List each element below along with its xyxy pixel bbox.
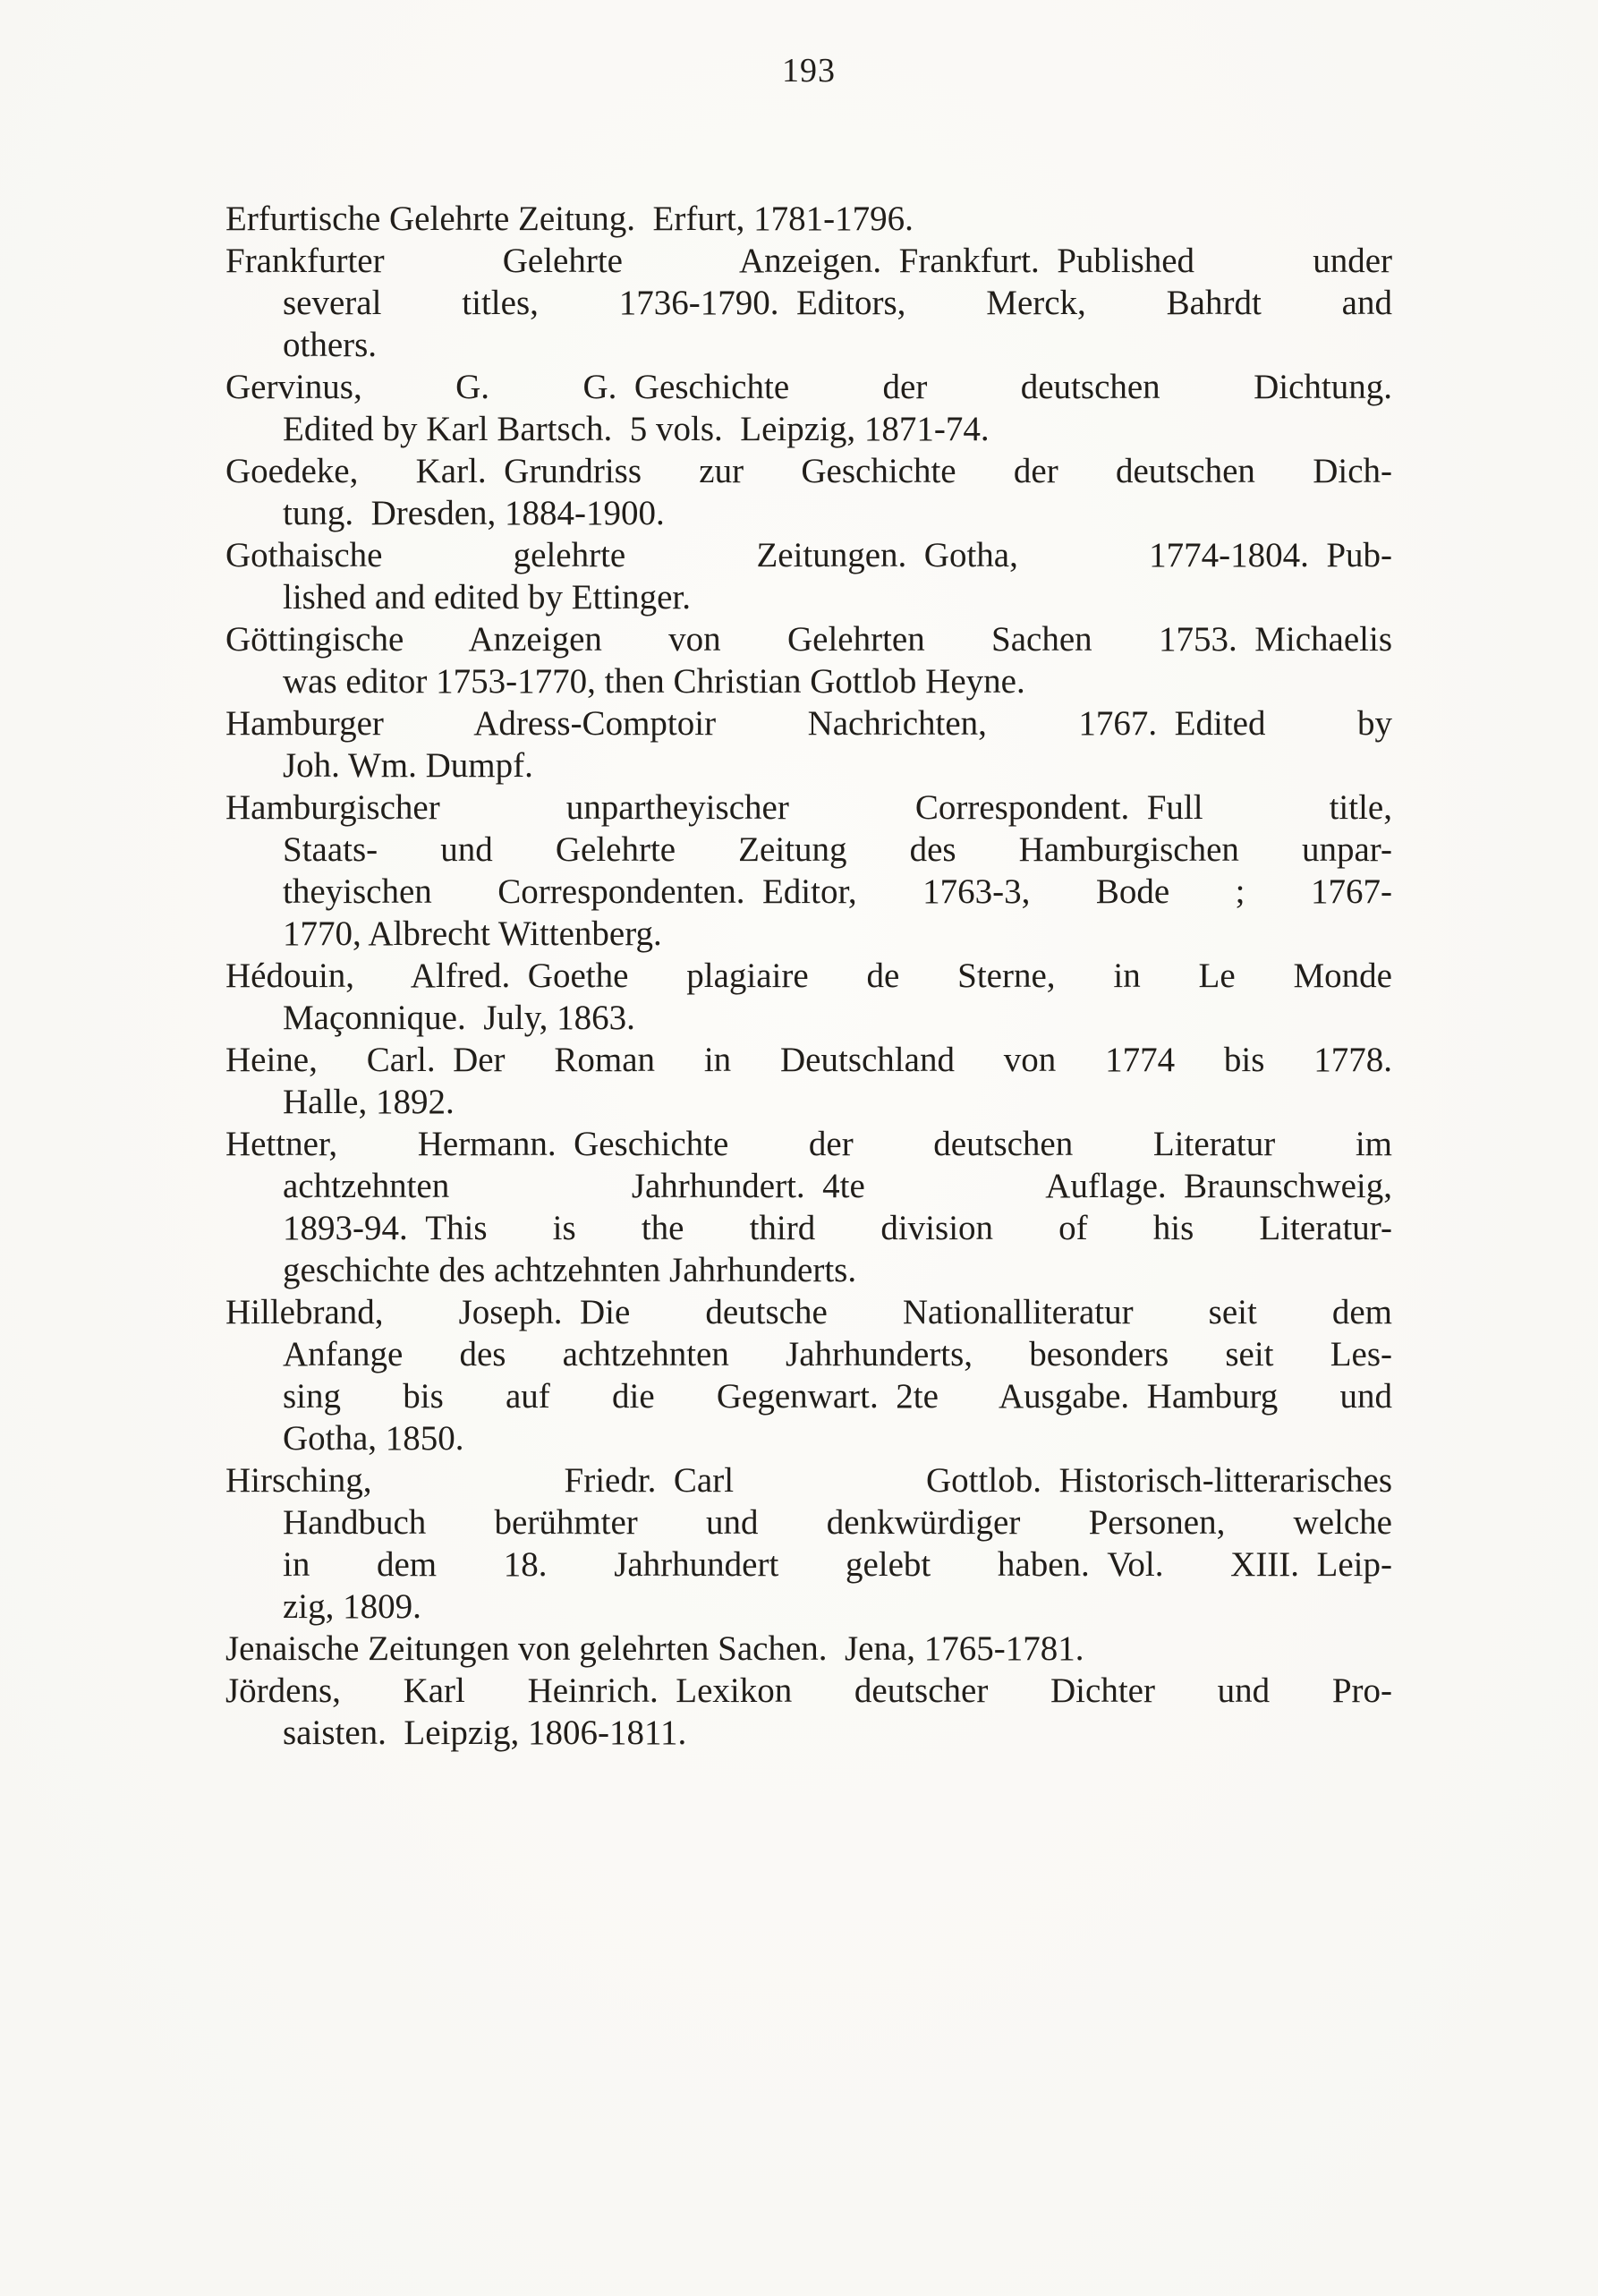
bibliography-entry xyxy=(225,1459,1392,1628)
bibliography-list xyxy=(225,198,1392,1754)
bibliography-entry xyxy=(225,1628,1392,1670)
entry-line: lished and edited by Ettinger. xyxy=(283,578,691,617)
bibliography-entry xyxy=(225,1670,1392,1754)
bibliography-entry xyxy=(225,702,1392,787)
entry-line: Gothaische gelehrte Zeitungen. Gotha, 1774-1804. Pub- xyxy=(225,536,1392,574)
entry-line: Frankfurter Gelehrte Anzeigen. Frankfurt. Published under xyxy=(225,242,1392,280)
entry-line: 1770, Albrecht Wittenberg. xyxy=(283,914,662,953)
entry-line: Handbuch berühmter und denkwürdiger Personen, welche xyxy=(283,1503,1392,1542)
page-number: 193 xyxy=(782,52,836,89)
entry-line: Hédouin, Alfred. Goethe plagiaire de Sterne, in Le Monde xyxy=(225,957,1392,995)
bibliography-entry xyxy=(225,450,1392,534)
entry-line: Hillebrand, Joseph. Die deutsche Nationalliteratur seit dem xyxy=(225,1293,1392,1331)
bibliography-entry xyxy=(225,366,1392,450)
entry-line: sing bis auf die Gegenwart. 2te Ausgabe. Hamburg und xyxy=(283,1377,1392,1416)
bibliography-entry xyxy=(225,618,1392,702)
entry-line: Anfange des achtzehnten Jahrhunderts, besonders seit Les- xyxy=(283,1335,1392,1373)
entry-line: Jördens, Karl Heinrich. Lexikon deutscher Dichter und Pro- xyxy=(225,1671,1392,1710)
entry-line: Gervinus, G. G. Geschichte der deutschen Dichtung. xyxy=(225,368,1392,406)
bibliography-entry xyxy=(225,787,1392,955)
entry-line: zig, 1809. xyxy=(283,1587,421,1626)
entry-line: saisten. Leipzig, 1806-1811. xyxy=(283,1713,687,1752)
entry-line: others. xyxy=(283,326,378,364)
entry-line: Maçonnique. July, 1863. xyxy=(283,999,635,1037)
bibliography-entry xyxy=(225,1039,1392,1123)
entry-line: Hamburgischer unpartheyischer Correspondent. Full title, xyxy=(225,788,1392,827)
entry-line: tung. Dresden, 1884-1900. xyxy=(283,494,665,532)
entry-line: Halle, 1892. xyxy=(283,1083,455,1121)
entry-line: Joh. Wm. Dumpf. xyxy=(283,746,533,785)
entry-line: Hamburger Adress-Comptoir Nachrichten, 1767. Edited by xyxy=(225,704,1392,743)
entry-line: Gotha, 1850. xyxy=(283,1419,464,1458)
entry-line: Staats- und Gelehrte Zeitung des Hamburgischen unpar- xyxy=(283,830,1392,869)
entry-line: 1893-94. This is the third division of his Literatur- xyxy=(283,1209,1392,1247)
bibliography-entry xyxy=(225,198,1392,240)
entry-line: achtzehnten Jahrhundert. 4te Auflage. Braunschweig, xyxy=(283,1167,1392,1205)
entry-line: Heine, Carl. Der Roman in Deutschland von 1774 bis 1778. xyxy=(225,1041,1392,1079)
entry-line: Jenaische Zeitungen von gelehrten Sachen. Jena, 1765-1781. xyxy=(225,1629,1084,1668)
entry-line: Hettner, Hermann. Geschichte der deutschen Literatur im xyxy=(225,1125,1392,1163)
entry-line: several titles, 1736-1790. Editors, Merck, Bahrdt and xyxy=(283,284,1392,322)
entry-line: Goedeke, Karl. Grundriss zur Geschichte der deutschen Dich- xyxy=(225,452,1392,490)
entry-line: theyischen Correspondenten. Editor, 1763-3, Bode ; 1767- xyxy=(283,872,1392,911)
entry-line: Erfurtische Gelehrte Zeitung. Erfurt, 1781-1796. xyxy=(225,200,914,238)
entry-line: was editor 1753-1770, then Christian Gottlob Heyne. xyxy=(283,662,1025,701)
bibliography-entry xyxy=(225,955,1392,1039)
entry-line: in dem 18. Jahrhundert gelebt haben. Vol. XIII. Leip- xyxy=(283,1545,1392,1584)
bibliography-entry xyxy=(225,240,1392,366)
entry-line: Edited by Karl Bartsch. 5 vols. Leipzig, 1871-74. xyxy=(283,410,990,448)
bibliography-entry xyxy=(225,1291,1392,1459)
bibliography-entry xyxy=(225,534,1392,618)
bibliography-entry xyxy=(225,1123,1392,1291)
entry-line: Hirsching, Friedr. Carl Gottlob. Historisch-litterarisches xyxy=(225,1461,1392,1500)
entry-line: geschichte des achtzehnten Jahrhunderts. xyxy=(283,1251,857,1289)
entry-line: Göttingische Anzeigen von Gelehrten Sachen 1753. Michaelis xyxy=(225,620,1392,659)
